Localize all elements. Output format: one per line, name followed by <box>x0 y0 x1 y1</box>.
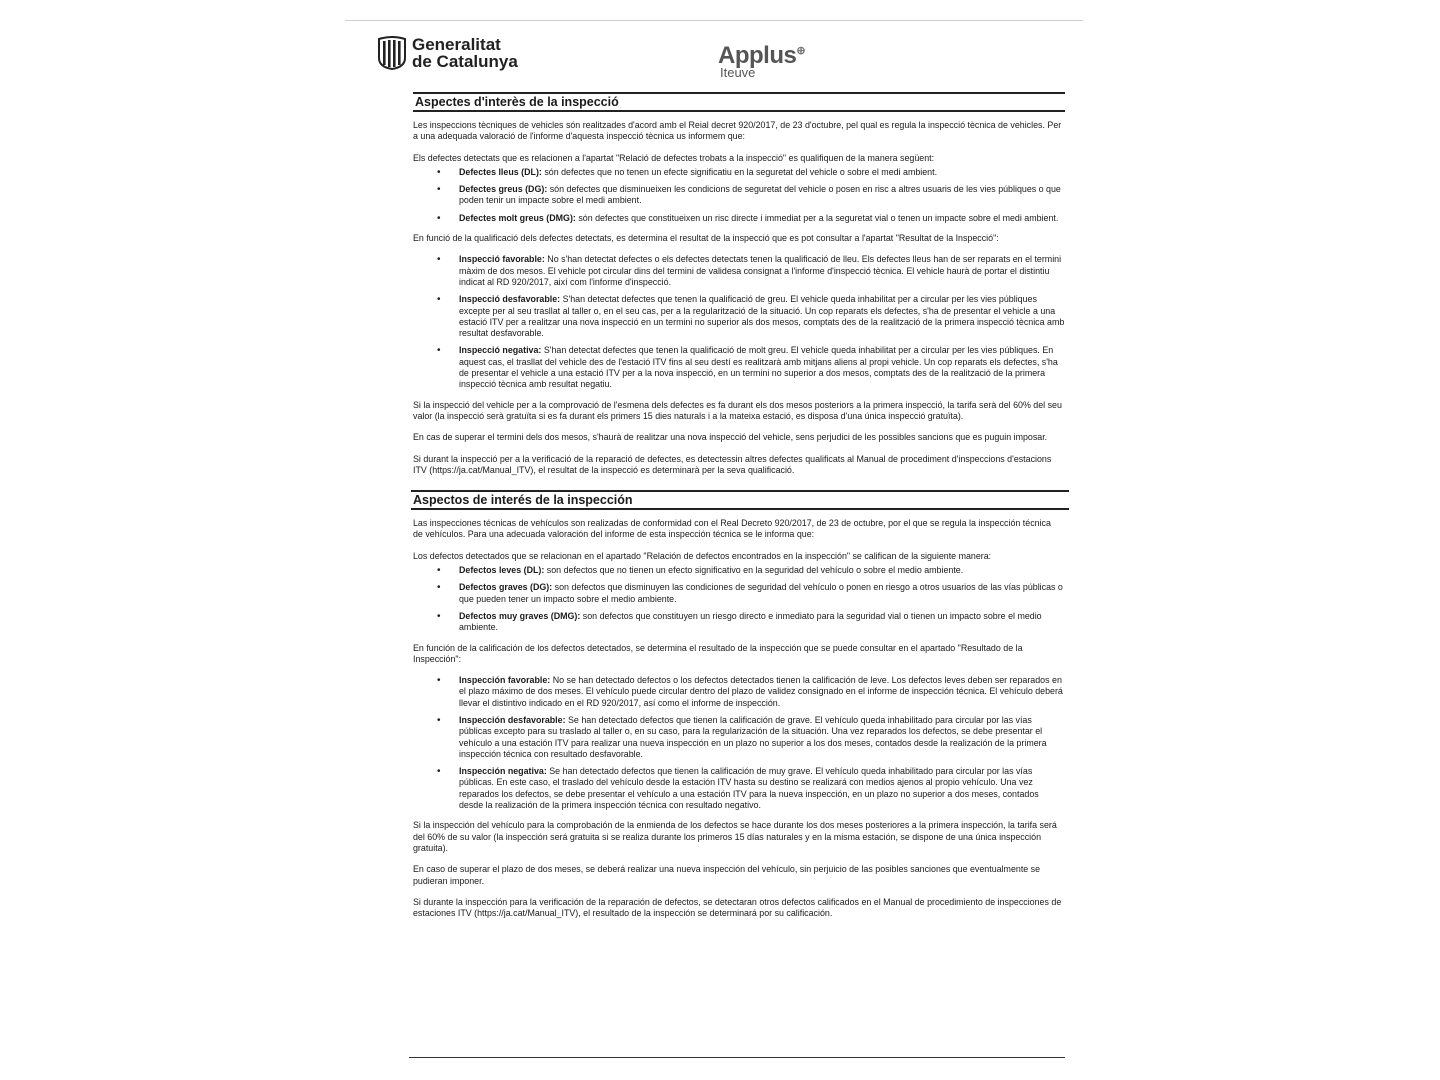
manual-paragraph: Si durant la inspecció per a la verificació de la reparació de defectes, es detectessin altres defectes qualificats al Manual de procediment d'inspeccions d'estacions ITV (https://ja.cat/Manual_ITV), el resultat de la inspecció es determinarà per la seva qualificació. <box>413 453 1052 475</box>
overdue-paragraph: En cas de superar el termini dels dos mesos, s'haurà de realitzar una nova inspecció del vehicle, sens perjudici de les possibles sancions que es puguin imposar. <box>413 432 1048 443</box>
result-term: Inspecció desfavorable: <box>459 294 561 305</box>
overdue-paragraph: En caso de superar el plazo de dos meses, se deberá realizar una nueva inspección del vehículo, sin perjuicio de las posibles sanciones que eventualmente se pudieran imponer. <box>413 864 1041 886</box>
list-item <box>413 565 1065 576</box>
defect-term: Defectes greus (DG): <box>459 184 548 195</box>
result-text: Se han detectado defectos que tienen la calificación de grave. El vehículo queda inhabilitado para circular por las vías públicas excepto para su traslado al taller o, en su caso, para la regularización de la situación. Una vez reparados los defectos, se debe presentar el vehículo a una estación ITV para realizar una nueva inspección en un plazo no superior a los dos meses, contados desde la realización de la primera inspección técnica con resultado desfavorable. <box>459 714 1047 759</box>
defects-intro-paragraph: Els defectes detectats que es relacionen a l'apartat "Relació de defectes trobats a la inspecció" es qualifiquen de la manera següent: <box>413 152 935 163</box>
list-item <box>413 715 1065 760</box>
defect-term: Defectos graves (DG): <box>459 582 553 593</box>
list-item <box>413 184 1065 207</box>
generalitat-emblem-icon <box>377 36 407 70</box>
generalitat-line-2: de Catalunya <box>412 52 518 71</box>
result-text: S'han detectat defectes que tenen la qualificació de molt greu. El vehicle queda inhabilitat per a circular per les vies públiques. En aquest cas, el trasllat del vehicle des de l'estació ITV fins al seu destí es realitzarà amb mitjans aliens al propi vehicle. Un cop reparats els defectes, s'ha de presentar el vehicle a una estació ITV per a la nova inspecció, en un termini no superior a dos mesos, comptats des de la realització de la primera inspecció tècnica amb resultat negatiu. <box>459 345 1058 390</box>
result-text: No s'han detectat defectes o els defectes detectats tenen la qualificació de lleu. Els defectes lleus han de ser reparats en el termini màxim de dos mesos. El vehicle pot circular dins del termini de validesa consignat a l'informe d'inspecció tècnica. El vehicle haurà de portar el distintiu indicat al RD 920/2017, així com l'informe d'inspecció. <box>459 254 1062 287</box>
defect-text: són defectes que disminueixen les condicions de seguretat del vehicle o posen en risc a altres usuaris de les vies públiques o que poden tenir un impacte sobre el medi ambient. <box>459 184 1061 206</box>
defect-term: Defectes lleus (DL): <box>459 166 542 177</box>
result-text: S'han detectat defectes que tenen la qualificació de greu. El vehicle queda inhabilitat per a circular per les vies públiques excepte per al seu trasllat al taller o, en el seu cas, per a la regularització de la situació. Un cop reparats els defectes, s'ha de presentar el vehicle a una estació ITV per a realitzar una nova inspecció en un termini no superior als dos mesos, comptats des de la realització de la primera inspecció tècnica amb resultat desfavorable. <box>459 294 1065 339</box>
list-item <box>413 611 1065 634</box>
result-term: Inspección negativa: <box>459 766 547 777</box>
list-item <box>413 167 1065 178</box>
result-intro-paragraph: En funció de la qualificació dels defectes detectats, es determina el resultat de la inspecció que es pot consultar a l'apartat "Resultat de la Inspecció": <box>413 233 999 244</box>
list-item <box>413 582 1065 605</box>
defect-text: són defectes que constitueixen un risc directe i immediat per a la seguretat vial o tenen un impacte sobre el medi ambient. <box>575 212 1059 223</box>
result-term: Inspecció favorable: <box>459 254 545 265</box>
result-text: Se han detectado defectos que tienen la calificación de muy grave. El vehículo queda inhabilitado para circular por las vías públicas. En este caso, el traslado del vehículo desde la estación ITV hasta su destino se realizará con medios ajenos al propio vehículo. Una vez reparados los defectos, se debe presentar el vehículo a una estación ITV para la nueva inspección, en un plazo no superior a dos meses, contados desde la realización de la primera inspección técnica con resultado negativo. <box>459 766 1039 811</box>
defect-text: son defectos que constituyen un riesgo directo e inmediato para la seguridad vial o tienen un impacto sobre el medio ambiente. <box>459 610 1042 633</box>
applus-name: Applus <box>718 42 797 69</box>
list-item <box>413 675 1065 709</box>
manual-paragraph: Si durante la inspección para la verificación de la reparación de defectos, se detectaran otros defectos calificados en el Manual de procedimiento de inspecciones de estaciones ITV (https://ja.cat/Manual_ITV), el resultado de la inspección se determinará por su calificación. <box>413 896 1062 919</box>
intro-paragraph: Les inspeccions tècniques de vehicles són realitzades d'acord amb el Reial decret 920/2017, de 23 d'octubre, pel qual es regula la inspecció tècnica de vehicles. Per a una adequada valoració de l'informe d'aquesta inspecció tècnica us informem que: <box>413 120 1062 142</box>
applus-logo <box>718 39 805 79</box>
defect-text: son defectos que disminuyen las condiciones de seguridad del vehículo o ponen en riesgo a otros usuarios de las vías públicas o que pueden tener un impacto sobre el medio ambiente. <box>459 582 1063 604</box>
result-text: No se han detectado defectos o los defectos detectados tienen la calificación de leve. Los defectos leves deben ser reparados en el plazo máximo de dos meses. El vehículo puede circular dentro del plazo de validez consignado en el informe de inspección técnica. El vehículo deberá llevar el distintivo indicado en el RD 920/2017, así como el informe de inspección. <box>459 675 1063 708</box>
list-item <box>413 213 1065 224</box>
generalitat-line-1: Generalitat <box>412 35 501 54</box>
results-list <box>413 254 1065 390</box>
defects-list <box>413 167 1065 224</box>
generalitat-logo <box>377 36 518 70</box>
results-list <box>413 675 1065 811</box>
section-title-spanish: Aspectos de interés de la inspección <box>411 490 1069 510</box>
section-title-catalan: Aspectes d'interès de la inspecció <box>413 92 1065 112</box>
tariff-paragraph: Si la inspección del vehículo para la comprobación de la enmienda de los defectos se hace durante los dos meses posteriores a la primera inspección, la tarifa será del 60% de su valor (la inspección será gratuita si se realiza durante los primeros 15 días naturales y en la misma estación, se dispone de una única inspección gratuita). <box>413 820 1057 853</box>
list-item <box>413 345 1065 390</box>
intro-paragraph: Las inspecciones técnicas de vehículos son realizadas de conformidad con el Real Decreto 920/2017, de 23 de octubre, por el que se regula la inspección técnica de vehículos. Para una adecuada valoración del informe de esta inspección técnica se le informa que: <box>413 518 1051 540</box>
bottom-rule <box>409 1057 1065 1058</box>
list-item <box>413 254 1065 288</box>
applus-plus-icon: ⊕ <box>796 45 806 57</box>
section-spanish <box>413 490 1065 919</box>
scan-edge-line <box>345 20 1083 21</box>
list-item <box>413 766 1065 811</box>
defect-term: Defectos muy graves (DMG): <box>459 610 581 621</box>
result-term: Inspección favorable: <box>459 675 551 686</box>
tariff-paragraph: Si la inspecció del vehicle per a la comprovació de l'esmena dels defectes es fa durant els dos mesos posteriors a la primera inspecció, la tarifa serà del 60% del seu valor (la inspecció serà gratuïta si es fa durant els primers 15 dies naturals i a la mateixa estació, es disposa d'una única inspecció gratuïta). <box>413 399 1062 421</box>
defect-text: son defectos que no tienen un efecto significativo en la seguridad del vehículo o sobre el medio ambiente. <box>544 565 964 576</box>
result-term: Inspección desfavorable: <box>459 714 566 725</box>
list-item <box>413 294 1065 339</box>
result-term: Inspecció negativa: <box>459 345 542 356</box>
applus-subtitle: Iteuve <box>720 65 756 80</box>
document-page <box>375 36 1075 1066</box>
result-intro-paragraph: En función de la calificación de los defectos detectados, se determina el resultado de la inspección que se puede consultar en el apartado "Resultado de la Inspección": <box>413 642 1023 664</box>
defect-term: Defectos leves (DL): <box>459 565 545 576</box>
defect-text: són defectes que no tenen un efecte significatiu en la seguretat del vehicle o sobre el medi ambient. <box>541 166 938 177</box>
section-catalan <box>413 92 1065 476</box>
document-header <box>375 36 1075 92</box>
defects-intro-paragraph: Los defectos detectados que se relacionan en el apartado "Relación de defectos encontrados en la inspección" se califican de la siguiente manera: <box>413 550 992 561</box>
defects-list <box>413 565 1065 633</box>
defect-term: Defectes molt greus (DMG): <box>459 212 576 223</box>
